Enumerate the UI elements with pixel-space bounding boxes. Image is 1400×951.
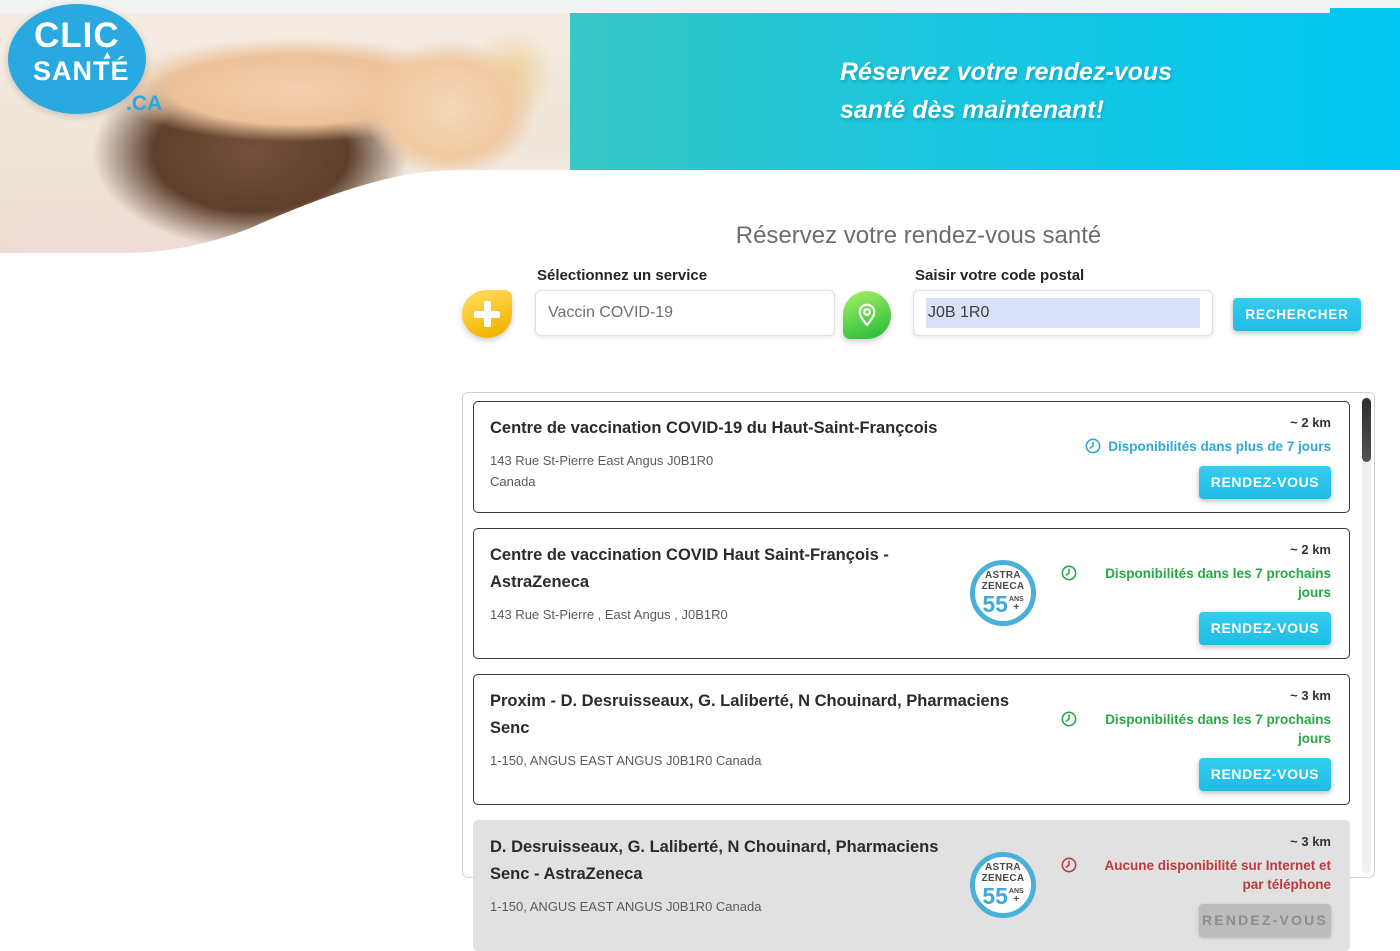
availability-status: [1061, 856, 1331, 895]
clicsante-logo[interactable]: [8, 4, 163, 115]
result-card: [473, 528, 1350, 659]
result-card-info: [490, 542, 957, 645]
availability-text: Disponibilités dans les 7 prochains jours: [1105, 565, 1331, 601]
result-card-actions: [1049, 688, 1331, 791]
result-card: [473, 820, 1350, 951]
postal-code-label: Saisir votre code postal: [915, 267, 1085, 284]
service-input[interactable]: [535, 290, 835, 336]
location-pin-icon: [843, 291, 891, 339]
availability-status: [1061, 710, 1331, 749]
banner-headline-line1: Réservez votre rendez-vous: [840, 58, 1173, 86]
rendez-vous-button[interactable]: RENDEZ-VOUS: [1199, 612, 1331, 645]
logo-text-clic: CLIC: [34, 16, 120, 55]
result-card-info: [490, 834, 957, 937]
logo-text-ca: .CA: [126, 92, 163, 115]
result-card-actions: [1049, 415, 1331, 499]
badge-circle: ASTRA ZENECA 55 ANS +: [970, 560, 1036, 626]
rendez-vous-button[interactable]: RENDEZ-VOUS: [1199, 904, 1331, 937]
postal-code-input[interactable]: [913, 290, 1213, 336]
location-name: Proxim - D. Desruisseaux, G. Laliberté, N Chouinard, Pharmaciens Senc: [490, 691, 1009, 737]
result-card-actions: [1049, 834, 1331, 937]
clock-icon: [1085, 438, 1101, 454]
logo-text-sante: SANTÉ: [33, 56, 130, 86]
clock-icon: [1061, 711, 1077, 727]
distance-label: ~ 2 km: [1290, 541, 1331, 557]
availability-text: Aucune disponibilité sur Internet et par téléphone: [1104, 857, 1331, 893]
banner-notch: [1330, 8, 1400, 14]
distance-label: ~ 2 km: [1290, 415, 1331, 430]
availability-status: [1061, 564, 1331, 603]
page-title: Réservez votre rendez-vous santé: [735, 222, 1102, 249]
location-address: 143 Rue St-Pierre , East Angus , J0B1R0: [490, 607, 728, 622]
results-panel: [462, 392, 1375, 929]
result-card: [473, 674, 1350, 805]
availability-text: Disponibilités dans plus de 7 jours: [1108, 439, 1331, 454]
distance-label: ~ 3 km: [1290, 833, 1331, 849]
location-name: Centre de vaccination COVID-19 du Haut-Saint-Françcois: [490, 419, 938, 437]
result-card-info: [490, 415, 1049, 499]
result-card-actions: [1049, 542, 1331, 645]
location-address: 1-150, ANGUS EAST ANGUS J0B1R0 Canada: [490, 753, 762, 769]
result-card: [473, 401, 1350, 513]
rendez-vous-button[interactable]: RENDEZ-VOUS: [1199, 758, 1331, 791]
medical-plus-icon: [462, 290, 512, 338]
banner-headline-line2: santé dès maintenant!: [840, 96, 1104, 124]
astrazeneca-55-badge: [957, 834, 1049, 937]
result-card-info: [490, 688, 1049, 791]
location-address: 143 Rue St-Pierre East Angus J0B1R0 Canada: [490, 453, 714, 490]
search-button[interactable]: RECHERCHER: [1233, 298, 1361, 331]
rendez-vous-button[interactable]: RENDEZ-VOUS: [1199, 466, 1331, 499]
location-name: D. Desruisseaux, G. Laliberté, N Chouinard, Pharmaciens Senc - AstraZeneca: [490, 837, 939, 884]
text-selection: [926, 298, 1200, 328]
location-name: Centre de vaccination COVID Haut Saint-François - AstraZeneca: [490, 545, 889, 591]
service-label: Sélectionnez un service: [537, 267, 708, 284]
clock-icon: [1061, 857, 1077, 873]
postal-code-value: J0B 1R0: [928, 304, 990, 321]
astrazeneca-55-badge: [957, 542, 1049, 645]
banner-headline: [840, 53, 1172, 129]
clock-icon: [1061, 565, 1077, 581]
distance-label: ~ 3 km: [1290, 687, 1331, 703]
availability-status: [1085, 437, 1331, 457]
results-list: [473, 401, 1350, 951]
scrollbar-thumb[interactable]: [1362, 398, 1371, 462]
availability-text: Disponibilités dans les 7 prochains jours: [1105, 711, 1331, 747]
location-address: 1-150, ANGUS EAST ANGUS J0B1R0 Canada: [490, 899, 762, 915]
results-scrollbar[interactable]: [1362, 397, 1371, 873]
badge-circle: ASTRA ZENECA 55 ANS +: [970, 852, 1036, 918]
top-strip: [0, 0, 1400, 13]
